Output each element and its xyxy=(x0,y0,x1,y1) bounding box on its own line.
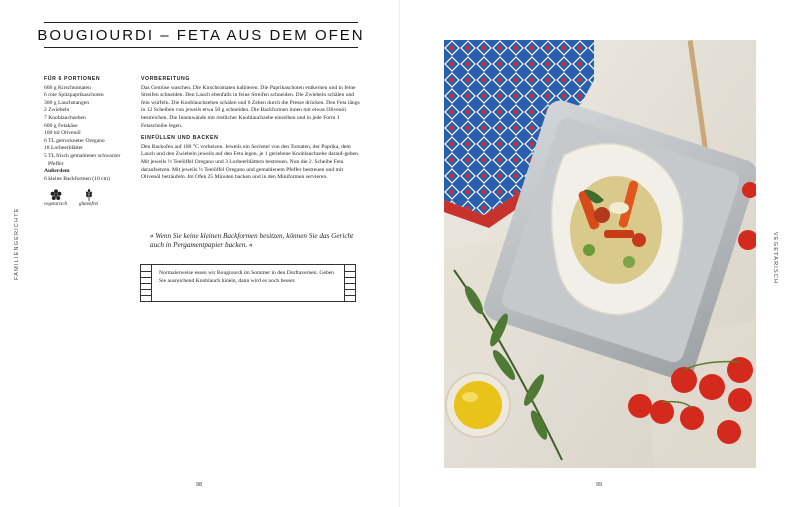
ingredient-item: 6 TL getrockneter Oregano xyxy=(44,137,105,144)
title-box xyxy=(37,22,365,48)
ingredient-item: 18 Lorbeerblätter xyxy=(44,145,83,152)
pull-quote xyxy=(150,232,360,250)
baked-feta-photo-image xyxy=(444,40,756,468)
ingredient-item: 600 g Fetakäse xyxy=(44,122,78,129)
ingredient-item: 2 Zwiebeln xyxy=(44,107,70,114)
preparation-heading: VORBEREITUNG xyxy=(141,76,190,82)
ingredient-item: 100 ml Olivenöl xyxy=(44,130,81,137)
quote-close-mark: « xyxy=(248,241,253,249)
quote-open-mark: » xyxy=(150,232,154,240)
page-number-right: 99 xyxy=(596,482,603,488)
preparation-text: Das Gemüse waschen. Die Kirschtomaten halbieren. Die Paprikaschoten entkernen und in feine Streifen schneiden. Den Lauch ebenfalls in feine Streifen schneiden. Die Zwiebeln schälen und fein würfeln. Die Knoblauchzehen schälen und 6 Zehen durch die Presse drücken. Den Feta längs in 12 Scheiben von jeweils etwa 50 g schneiden. Die Backformen innen mit etwas Olivenöl bestreichen. Die Innenwände mit restlicher Knoblauchzehe einreiben und in jede Form 1 Fetascheibe legen. xyxy=(141,84,360,129)
extra-item: 6 kleine Backformen (10 cm) xyxy=(44,175,110,182)
tip-box-left-border xyxy=(141,265,152,301)
icon-caption: vegetarisch xyxy=(44,202,68,208)
icon-caption: glutenfrei xyxy=(79,202,99,208)
preparation-column xyxy=(141,76,361,182)
wheat-icon xyxy=(84,189,94,201)
ingredient-item: 600 g Kirschtomaten xyxy=(44,84,91,91)
recipe-title: BOUGIOURDI – FETA AUS DEM OFEN xyxy=(37,26,365,44)
tip-box-right-border xyxy=(344,265,355,301)
quote-text: Wenn Sie keine kleinen Backformen besitzen, können Sie das Gericht auch in Pergamentpapier backen. xyxy=(150,232,354,249)
ingredients-column xyxy=(44,76,136,209)
chapter-label-left: FAMILIENGERICHTE xyxy=(14,207,20,280)
tip-text: Normalerweise essen wir Bougiourdi im Sommer in den Dorftavernen. Geben Sie ausreichend Knoblauch hinein, dann wird es noch besser. xyxy=(159,270,334,284)
glutenfree-badge xyxy=(79,189,98,209)
page-number-left: 98 xyxy=(196,482,203,488)
ingredient-item: 7 Knoblauchzehen xyxy=(44,114,86,121)
ingredient-item: 6 rote Spitzpaprikaschoten xyxy=(44,92,104,99)
extra-heading: Außerdem xyxy=(44,168,70,175)
food-photo xyxy=(444,40,756,468)
ingredient-item: Pfeffer xyxy=(48,160,64,167)
tip-box xyxy=(140,264,356,302)
baking-heading: EINFÜLLEN UND BACKEN xyxy=(141,135,219,142)
baking-text: Den Backofen auf 180 °C vorheizen. Jeweils ein Sechstel von den Tomaten, der Paprika, dem Lauch und den Zwiebeln jeweils auf den Feta legen, je 1 geriebene Knoblauchzehe darauf-geben. Mit jeweils ½ Teelöffel Oregano und 3 Lorbeerblättern bestreuen. Nun die 2. Scheibe Feta daraufsetzen. Mit jeweils ½ Teelöffel Oregano und gemahlenem Pfeffer bestreuen und mit Olivenöl beträufeln. Im Ofen 25 Minuten backen und in den Miniformen servieren. xyxy=(141,143,360,181)
vegetarian-badge xyxy=(44,189,67,209)
ingredient-item: 5 TL frisch gemahlener schwarzer xyxy=(44,152,121,159)
ingredient-item: 300 g Lauchstangen xyxy=(44,99,90,106)
ingredients-heading: FÜR 6 PORTIONEN xyxy=(44,76,101,82)
chapter-label-right: VEGETARISCH xyxy=(772,232,778,285)
flower-icon xyxy=(50,189,62,201)
diet-icons xyxy=(44,189,136,209)
